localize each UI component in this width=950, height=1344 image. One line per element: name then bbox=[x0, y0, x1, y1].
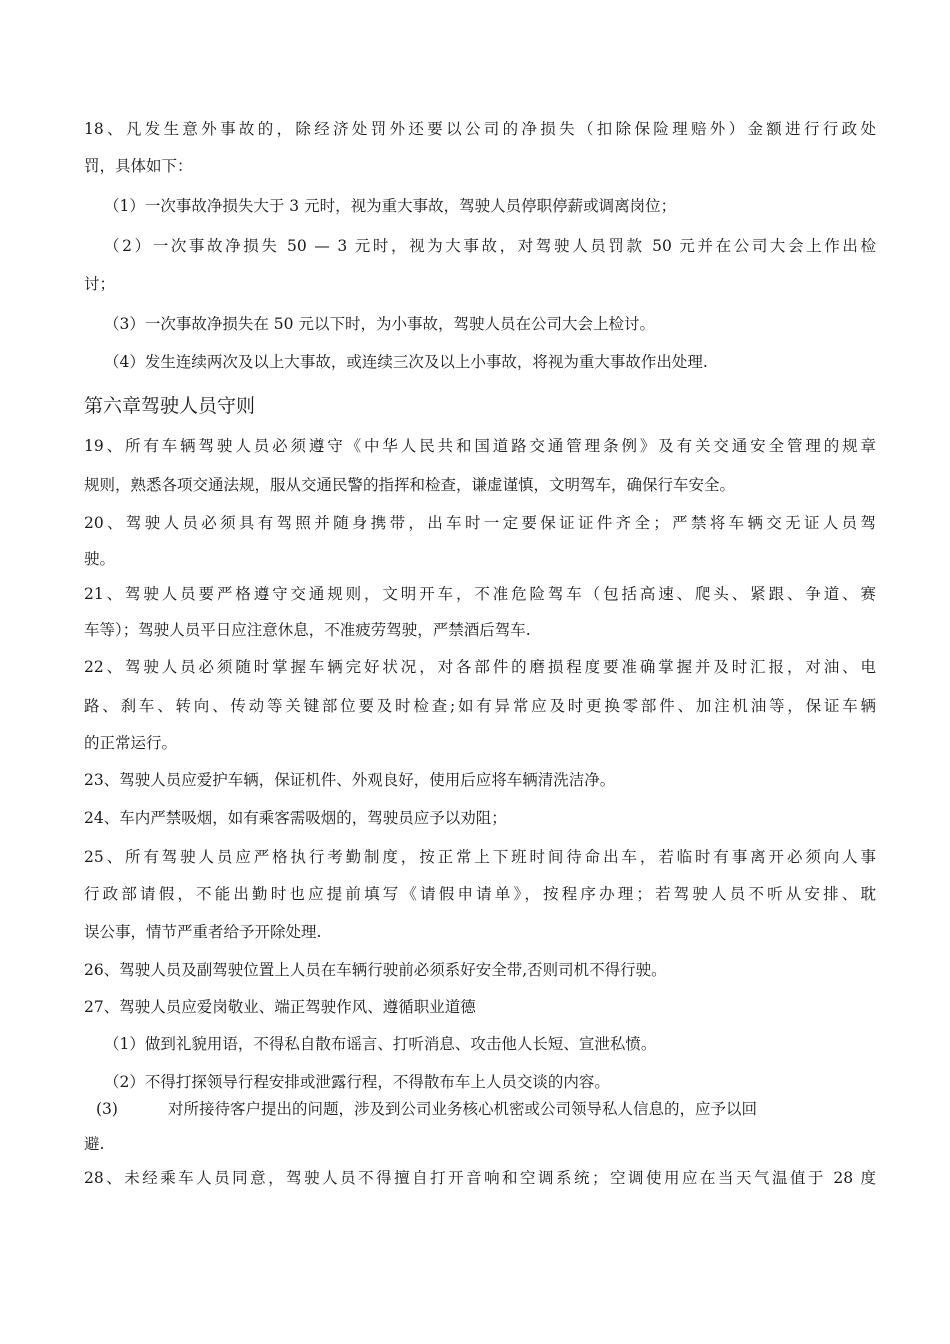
list-item: （1）一次事故净损失大于 3 元时，视为重大事故，驾驶人员停职停薪或调离岗位； bbox=[104, 197, 677, 215]
paragraph-line: 25、所有驾驶人员应严格执行考勤制度，按正常上下班时间待命出车，若临时有事离开必须向人事 bbox=[84, 848, 876, 866]
paragraph-line: 的正常运行。 bbox=[84, 734, 178, 752]
list-item: （1）做到礼貌用语，不得私自散布谣言、打听消息、攻击他人长短、宣泄私愤。 bbox=[104, 1035, 657, 1053]
paragraph-line: 26、驾驶人员及副驾驶位置上人员在车辆行驶前必须系好安全带,否则司机不得行驶。 bbox=[84, 961, 667, 979]
list-item: （4）发生连续两次及以上大事故，或连续三次及以上小事故，将视为重大事故作出处理. bbox=[104, 353, 708, 371]
list-item-text: 对所接待客户提出的问题，涉及到公司业务核心机密或公司领导私人信息的，应予以回 bbox=[168, 1100, 758, 1118]
paragraph-line: 24、车内严禁吸烟，如有乘客需吸烟的，驾驶员应予以劝阻； bbox=[84, 809, 507, 827]
paragraph-line: 18、凡发生意外事故的，除经济处罚外还要以公司的净损失（扣除保险理赔外）金额进行行政处 bbox=[84, 120, 876, 138]
paragraph-line: 误公事，情节严重者给予开除处理. bbox=[84, 923, 322, 941]
paragraph-line: 驶。 bbox=[84, 550, 116, 568]
paragraph-line: 行政部请假，不能出勤时也应提前填写《请假申请单》，按程序办理；若驾驶人员不听从安排、耽 bbox=[84, 885, 876, 903]
list-marker: (3) bbox=[96, 1100, 118, 1118]
paragraph-line: 罚，具体如下： bbox=[84, 157, 193, 175]
paragraph-line: 车等）；驾驶人员平日应注意休息，不准疲劳驾驶，严禁酒后驾车. bbox=[84, 621, 531, 639]
paragraph-line: 21、驾驶人员要严格遵守交通规则，文明开车，不准危险驾车（包括高速、爬头、紧跟、争道、赛 bbox=[84, 585, 876, 603]
paragraph-line: 避. bbox=[84, 1135, 105, 1153]
paragraph-line: 23、驾驶人员应爱护车辆，保证机件、外观良好，使用后应将车辆清洗洁净。 bbox=[84, 771, 616, 789]
paragraph-line: 讨； bbox=[84, 275, 116, 293]
paragraph-line: 规则，熟悉各项交通法规，服从交通民警的指挥和检查，谦虚谨慎，文明驾车，确保行车安全。 bbox=[84, 476, 736, 494]
paragraph-line: 22、驾驶人员必须随时掌握车辆完好状况，对各部件的磨损程度要准确掌握并及时汇报，对油、电 bbox=[84, 658, 876, 676]
chapter-heading: 第六章驾驶人员守则 bbox=[84, 395, 256, 417]
paragraph-line: 20、驾驶人员必须具有驾照并随身携带，出车时一定要保证证件齐全；严禁将车辆交无证人员驾 bbox=[84, 514, 876, 532]
list-item: （3）一次事故净损失在 50 元以下时，为小事故，驾驶人员在公司大会上检讨。 bbox=[104, 315, 655, 333]
list-item: （2）不得打探领导行程安排或泄露行程，不得散布车上人员交谈的内容。 bbox=[104, 1073, 610, 1091]
list-item: （2）一次事故净损失 50 — 3 元时，视为大事故，对驾驶人员罚款 50 元并在公司大会上作出检 bbox=[104, 237, 876, 255]
paragraph-line: 27、驾驶人员应爱岗敬业、端正驾驶作风、遵循职业道德 bbox=[84, 998, 476, 1016]
list-item bbox=[96, 1099, 757, 1119]
paragraph-line: 19、所有车辆驾驶人员必须遵守《中华人民共和国道路交通管理条例》及有关交通安全管理的规章 bbox=[84, 437, 876, 455]
paragraph-line: 路、刹车、转向、传动等关键部位要及时检查;如有异常应及时更换零部件、加注机油等，保证车辆 bbox=[84, 697, 876, 715]
paragraph-line: 28、未经乘车人员同意，驾驶人员不得擅自打开音响和空调系统；空调使用应在当天气温值于 28 度 bbox=[84, 1169, 876, 1187]
